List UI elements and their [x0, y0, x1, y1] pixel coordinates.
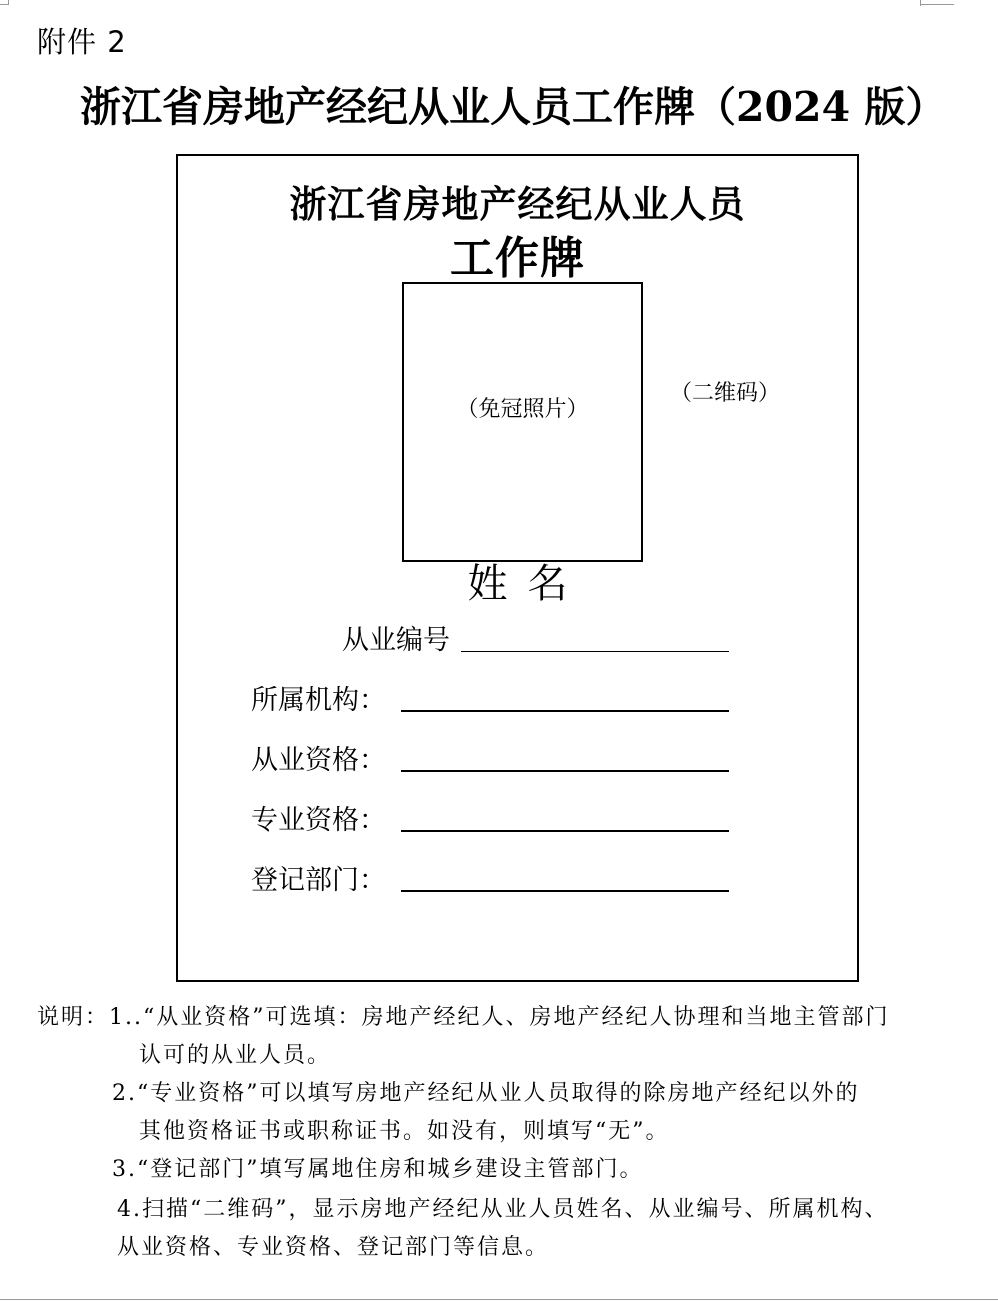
field-label: 登记部门：	[251, 865, 386, 896]
field-row-professional-qualification	[178, 798, 857, 838]
badge-title: 浙江省房地产经纪从业人员	[289, 183, 746, 226]
photo-placeholder	[402, 282, 643, 562]
photo-label: （免冠照片）	[456, 397, 589, 422]
field-row-registration-department	[178, 858, 857, 898]
work-badge-template	[176, 154, 859, 982]
field-underline	[401, 770, 729, 772]
note-line: 从业资格、专业资格、登记部门等信息。	[117, 1235, 550, 1260]
field-row-organization	[178, 678, 857, 718]
field-underline	[401, 710, 729, 712]
field-label: 从业编号	[342, 625, 450, 656]
field-row-practice-qualification	[178, 738, 857, 778]
document-title: 浙江省房地产经纪从业人员工作牌（2024 版）	[80, 83, 947, 131]
field-row-practice-number	[178, 618, 857, 658]
page-bottom-rule	[0, 1299, 998, 1300]
field-label: 所属机构：	[251, 685, 386, 716]
field-label: 专业资格：	[251, 805, 386, 836]
note-line: 认可的从业人员。	[139, 1043, 332, 1068]
note-line: 说明：1..“从业资格”可选填：房地产经纪人、房地产经纪人协理和当地主管部门	[37, 1005, 890, 1030]
page-corner-mark-left	[0, 0, 9, 5]
badge-subtitle: 工作牌	[450, 233, 585, 284]
field-underline	[461, 651, 729, 652]
note-line: 2.“专业资格”可以填写房地产经纪从业人员取得的除房地产经纪以外的	[112, 1081, 860, 1106]
field-label: 从业资格：	[251, 745, 386, 776]
note-line: 4.扫描“二维码”，显示房地产经纪从业人员姓名、从业编号、所属机构、	[117, 1197, 889, 1222]
attachment-label: 附件 2	[37, 25, 127, 59]
field-underline	[401, 890, 729, 892]
qr-code-label: （二维码）	[670, 381, 781, 406]
page-corner-mark-right	[920, 0, 954, 5]
note-line: 3.“登记部门”填写属地住房和城乡建设主管部门。	[112, 1157, 644, 1182]
note-line: 其他资格证书或职称证书。如没有，则填写“无”。	[139, 1119, 670, 1144]
name-label: 姓名	[467, 561, 588, 607]
field-underline	[401, 830, 729, 832]
